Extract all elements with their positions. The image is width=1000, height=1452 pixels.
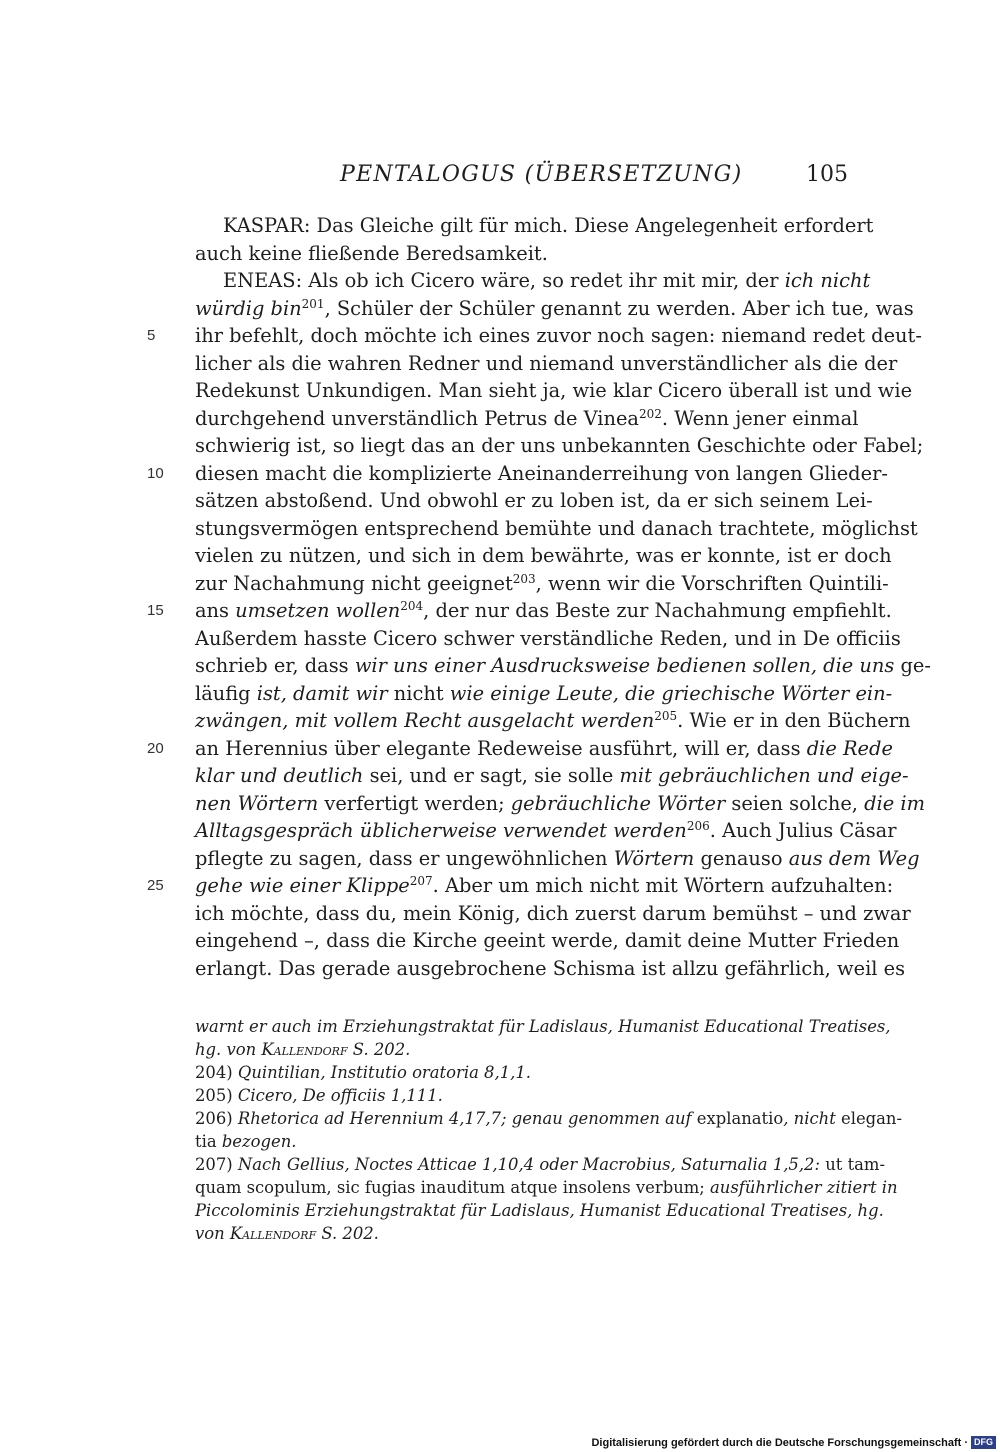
running-title: PENTALOGUS (ÜBERSETZUNG): [340, 162, 743, 187]
text-line: ENEAS: Als ob ich Cicero wäre, so redet ihr mit mir, der ich nicht: [223, 269, 871, 292]
text-line: licher als die wahren Redner und niemand unverständlicher als die der: [195, 351, 898, 375]
line-number: 25: [147, 877, 164, 894]
text-line: läufig ist, damit wir nicht wie einige Leute, die griechische Wörter ein-: [195, 681, 893, 705]
footnote-line: von Kallendorf S. 202.: [195, 1224, 379, 1243]
footnote-line: warnt er auch im Erziehungstraktat für Ladislaus, Humanist Educational Treatises,: [195, 1017, 891, 1036]
footnote-line: Piccolominis Erziehungstraktat für Ladislaus, Humanist Educational Treatises, hg.: [195, 1201, 884, 1220]
footnote-ref[interactable]: 201: [301, 296, 325, 311]
footnote-204: 204) Quintilian, Institutio oratoria 8,1,1.: [195, 1063, 531, 1082]
text-line: 5 ihr befehlt, doch möchte ich eines zuvor noch sagen: niemand redet deut-: [195, 322, 849, 350]
text-line: erlangt. Das gerade ausgebrochene Schisma ist allzu gefährlich, weil es: [195, 956, 906, 980]
line-number: 15: [147, 602, 164, 619]
footnote-ref[interactable]: 205: [654, 709, 678, 723]
text-line: würdig bin$^{201}$, Schüler der Schüler genannt zu werden. Aber ich tue, was: [195, 296, 914, 320]
text-line: vielen zu nützen, und sich in dem bewährte, was er konnte, ist er doch: [195, 544, 892, 567]
footnote-line: quam scopulum, sic fugias inauditum atque insolens verbum; ausführlicher zitiert in: [195, 1178, 898, 1197]
dfg-funding-banner: [585, 1434, 1000, 1452]
footnotes: [195, 1015, 903, 1245]
running-header: [0, 162, 1000, 194]
footnote-ref[interactable]: 202: [639, 406, 662, 421]
footnote-ref[interactable]: 204: [400, 599, 424, 613]
footnote-line: tia bezogen.: [195, 1132, 297, 1151]
text-line: eingehend –, dass die Kirche geeint werde, damit deine Mutter Frieden: [195, 929, 900, 952]
main-text: [147, 212, 931, 982]
footnote-207: 207) Nach Gellius, Noctes Atticae 1,10,4 oder Macrobius, Saturnalia 1,5,2: ut tam-: [195, 1155, 886, 1174]
footnote-ref[interactable]: 203: [512, 571, 536, 586]
text-line: Alltagsgespräch üblicherweise verwendet werden$^{206}$. Auch Julius Cäsar: [195, 819, 897, 842]
funding-text: Digitalisierung gefördert durch die Deutsche Forschungsgemeinschaft ·: [591, 1437, 968, 1449]
text-line: auch keine fließende Beredsamkeit.: [195, 241, 548, 265]
text-line: nen Wörtern verfertigt werden; gebräuchliche Wörter seien solche, die im: [195, 791, 925, 815]
footnote-205: 205) Cicero, De officiis 1,111.: [195, 1086, 443, 1105]
text-line: KASPAR: Das Gleiche gilt für mich. Diese Angelegenheit erfordert: [223, 214, 874, 237]
text-line: durchgehend unverständlich Petrus de Vinea$^{202}$. Wenn jener einmal: [195, 406, 859, 430]
text-line: pflegte zu sagen, dass er ungewöhnlichen Wörtern genauso aus dem Weg: [195, 846, 920, 870]
text-line: schwierig ist, so liegt das an der uns unbekannten Geschichte oder Fabel;: [195, 434, 924, 457]
page-number: 105: [806, 162, 848, 187]
text-line: Redekunst Unkundigen. Man sieht ja, wie klar Cicero überall ist und wie: [195, 379, 913, 402]
text-line: klar und deutlich sei, und er sagt, sie solle mit gebräuchlichen und eige-: [195, 764, 909, 787]
line-number: 5: [147, 327, 156, 344]
text-line: zur Nachahmung nicht geeignet$^{203}$, wenn wir die Vorschriften Quintili-: [195, 571, 889, 595]
text-line: sätzen abstoßend. Und obwohl er zu loben ist, da er sich seinem Lei-: [195, 489, 873, 512]
text-line: 10 diesen macht die komplizierte Aneinanderreihung von langen Glieder-: [195, 460, 849, 488]
text-line: 15 ans umsetzen wollen$^{204}$, der nur das Beste zur Nachahmung empfiehlt.: [195, 597, 849, 625]
text-line: schrieb er, dass wir uns einer Ausdrucksweise bedienen sollen, die uns ge-: [195, 654, 931, 677]
text-line: 25 gehe wie einer Klippe$^{207}$. Aber um mich nicht mit Wörtern aufzuhalten:: [195, 872, 849, 900]
footnote-206: 206) Rhetorica ad Herennium 4,17,7; genau genommen auf explanatio, nicht elegan-: [195, 1109, 903, 1128]
text-line: 20 an Herennius über elegante Redeweise ausführt, will er, dass die Rede: [195, 735, 849, 763]
dfg-logo: DFG: [971, 1436, 996, 1449]
footnote-ref[interactable]: 207: [409, 874, 433, 888]
text-line: zwängen, mit vollem Recht ausgelacht werden$^{205}$. Wie er in den Büchern: [195, 709, 911, 732]
text-line: Außerdem hasste Cicero schwer verständliche Reden, und in De officiis: [195, 626, 901, 650]
text-line: ich möchte, dass du, mein König, dich zuerst darum bemühst – und zwar: [195, 901, 911, 925]
text-line: stungsvermögen entsprechend bemühte und danach trachtete, möglichst: [195, 516, 918, 540]
line-number: 10: [147, 464, 164, 482]
footnote-line: hg. von Kallendorf S. 202.: [195, 1040, 411, 1059]
footnote-ref[interactable]: 206: [686, 819, 710, 833]
line-number: 20: [147, 739, 164, 757]
